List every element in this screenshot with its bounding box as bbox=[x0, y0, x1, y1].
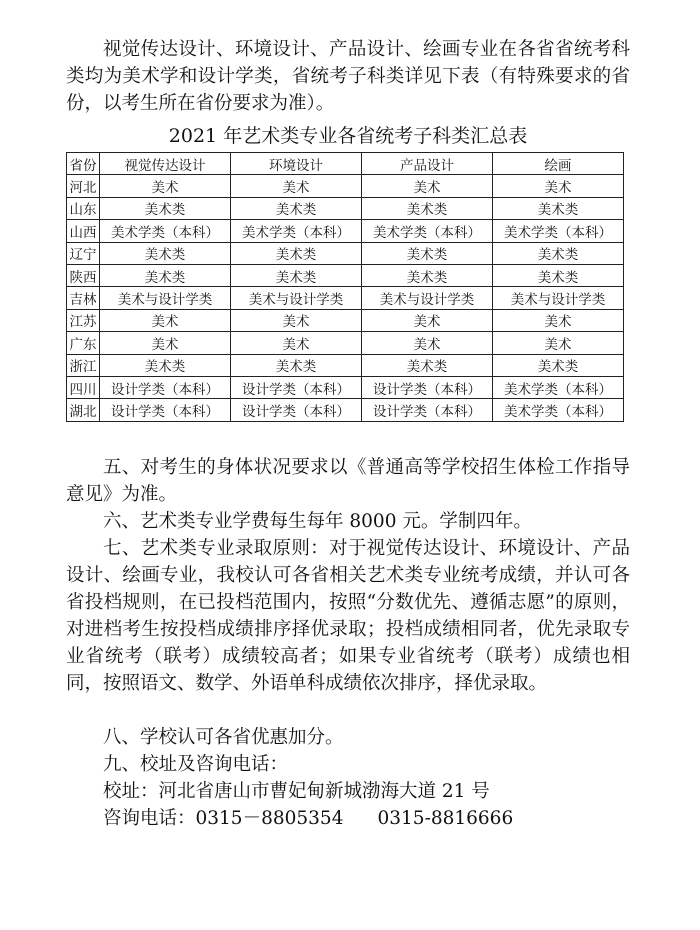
table-cell: 美术类 bbox=[493, 264, 624, 286]
table-cell: 美术学类（本科） bbox=[100, 220, 231, 242]
table-cell: 美术学类（本科） bbox=[493, 220, 624, 242]
cell-province: 广东 bbox=[67, 332, 100, 354]
table-cell: 美术 bbox=[493, 332, 624, 354]
table-cell: 设计学类（本科） bbox=[100, 376, 231, 398]
cell-province: 湖北 bbox=[67, 399, 100, 421]
header-product-design: 产品设计 bbox=[362, 153, 493, 175]
cell-province: 吉林 bbox=[67, 287, 100, 309]
table-row bbox=[67, 287, 624, 309]
table-cell: 美术与设计学类 bbox=[362, 287, 493, 309]
cell-province: 四川 bbox=[67, 376, 100, 398]
table-cell: 美术类 bbox=[100, 354, 231, 376]
subject-summary-table bbox=[66, 152, 624, 422]
table-cell: 设计学类（本科） bbox=[231, 399, 362, 421]
table-cell: 美术类 bbox=[100, 197, 231, 219]
table-row bbox=[67, 242, 624, 264]
table-cell: 设计学类（本科） bbox=[100, 399, 231, 421]
table-cell: 美术 bbox=[493, 309, 624, 331]
phone-secondary: 0315-8816666 bbox=[377, 808, 514, 829]
table-cell: 美术 bbox=[231, 175, 362, 197]
table-cell: 美术学类（本科） bbox=[362, 220, 493, 242]
section-5-physical-requirements: 五、对考生的身体状况要求以《普通高等学校招生体检工作指导意见》为准。 bbox=[66, 457, 630, 505]
cell-province: 山西 bbox=[67, 220, 100, 242]
table-cell: 美术学类（本科） bbox=[493, 399, 624, 421]
phone-primary: 咨询电话：0315－8805354 bbox=[103, 808, 344, 829]
header-environment-design: 环境设计 bbox=[231, 153, 362, 175]
table-cell: 设计学类（本科） bbox=[362, 399, 493, 421]
table-row bbox=[67, 197, 624, 219]
section-7-admission-principles: 七、艺术类专业录取原则：对于视觉传达设计、环境设计、产品设计、绘画专业，我校认可各省相关艺术类专业统考成绩，并认可各省投档规则，在已投档范围内，按照“分数优先、遵循志愿”的原则，对进档考生按投档成绩排序择优录取；投档成绩相同者，优先录取专业省统考（联考）成绩较高者；如果专业省统考（联考）成绩也相同，按照语文、数学、外语单科成绩依次排序，择优录取。 bbox=[66, 538, 630, 694]
table-cell: 美术类 bbox=[493, 354, 624, 376]
table-cell: 美术 bbox=[100, 309, 231, 331]
table-cell: 美术类 bbox=[231, 197, 362, 219]
table-row bbox=[67, 354, 624, 376]
school-address: 校址：河北省唐山市曹妃甸新城渤海大道 21 号 bbox=[103, 781, 490, 802]
table-row bbox=[67, 332, 624, 354]
table-cell: 美术类 bbox=[362, 197, 493, 219]
table-cell: 美术类 bbox=[100, 242, 231, 264]
table-cell: 美术 bbox=[100, 175, 231, 197]
table-cell: 美术类 bbox=[231, 242, 362, 264]
cell-province: 陕西 bbox=[67, 264, 100, 286]
table-cell: 美术与设计学类 bbox=[493, 287, 624, 309]
contact-phones bbox=[66, 805, 630, 832]
table-cell: 美术 bbox=[493, 175, 624, 197]
cell-province: 山东 bbox=[67, 197, 100, 219]
table-row bbox=[67, 376, 624, 398]
table-cell: 美术类 bbox=[362, 354, 493, 376]
table-cell: 美术类 bbox=[493, 197, 624, 219]
table-row bbox=[67, 175, 624, 197]
table-cell: 美术 bbox=[362, 175, 493, 197]
table-cell: 美术 bbox=[231, 332, 362, 354]
table-title: 2021 年艺术类专业各省统考子科类汇总表 bbox=[168, 125, 528, 147]
table-cell: 美术 bbox=[100, 332, 231, 354]
table-cell: 美术 bbox=[231, 309, 362, 331]
table-cell: 美术类 bbox=[362, 242, 493, 264]
header-painting: 绘画 bbox=[493, 153, 624, 175]
table-cell: 美术与设计学类 bbox=[100, 287, 231, 309]
cell-province: 河北 bbox=[67, 175, 100, 197]
table-row bbox=[67, 399, 624, 421]
cell-province: 江苏 bbox=[67, 309, 100, 331]
table-header-row bbox=[67, 153, 624, 175]
intro-paragraph: 视觉传达设计、环境设计、产品设计、绘画专业在各省省统考科类均为美术学和设计学类，省统考子科类详见下表（有特殊要求的省份，以考生所在省份要求为准）。 bbox=[66, 39, 630, 114]
section-6-tuition: 六、艺术类专业学费每生每年 8000 元。学制四年。 bbox=[103, 511, 532, 532]
section-9-heading: 九、校址及咨询电话： bbox=[103, 754, 289, 775]
table-cell: 美术学类（本科） bbox=[231, 220, 362, 242]
table-cell: 美术 bbox=[362, 309, 493, 331]
table-cell: 美术类 bbox=[231, 264, 362, 286]
section-8-bonus-points: 八、学校认可各省优惠加分。 bbox=[103, 727, 344, 748]
table-cell: 美术类 bbox=[231, 354, 362, 376]
table-cell: 美术类 bbox=[493, 242, 624, 264]
table-cell: 美术学类（本科） bbox=[493, 376, 624, 398]
header-visual-design: 视觉传达设计 bbox=[100, 153, 231, 175]
table-row bbox=[67, 264, 624, 286]
table-cell: 美术与设计学类 bbox=[231, 287, 362, 309]
table-cell: 美术类 bbox=[362, 264, 493, 286]
table-cell: 设计学类（本科） bbox=[231, 376, 362, 398]
table-row bbox=[67, 220, 624, 242]
cell-province: 辽宁 bbox=[67, 242, 100, 264]
table-cell: 美术 bbox=[362, 332, 493, 354]
table-cell: 美术类 bbox=[100, 264, 231, 286]
header-province: 省份 bbox=[67, 153, 100, 175]
table-row bbox=[67, 309, 624, 331]
table-cell: 设计学类（本科） bbox=[362, 376, 493, 398]
cell-province: 浙江 bbox=[67, 354, 100, 376]
